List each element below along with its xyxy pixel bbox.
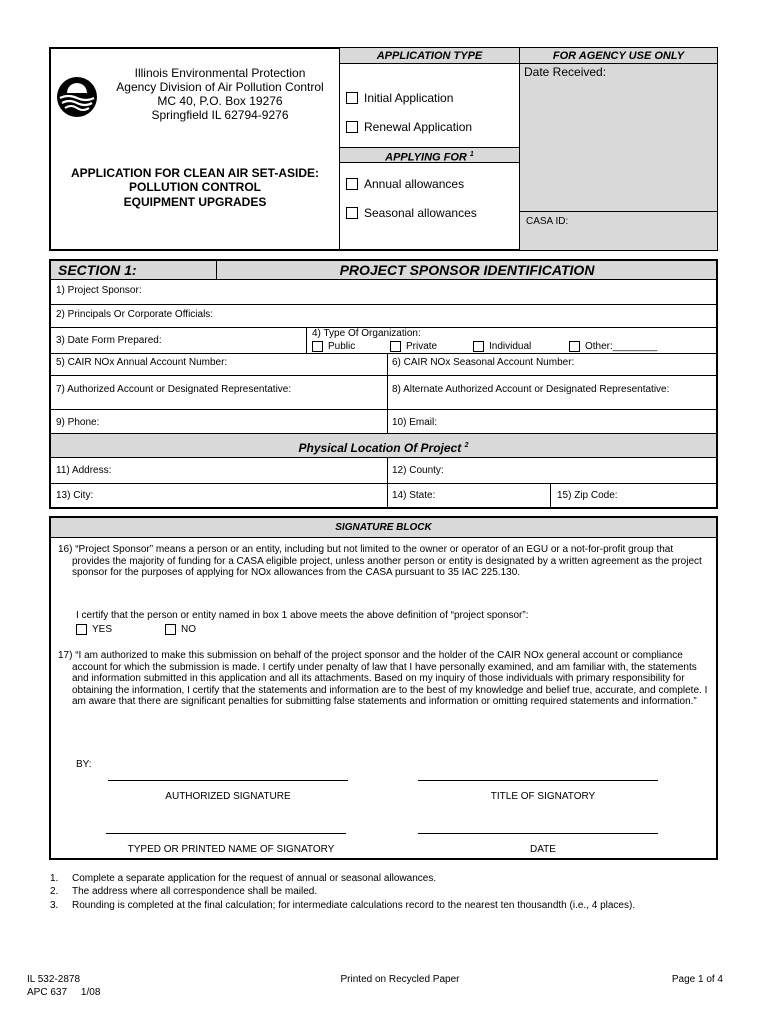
- applying-for-header: APPLYING FOR $^1$: [385, 151, 474, 164]
- org-other-checkbox[interactable]: Other:________: [569, 341, 657, 352]
- signature-block-header: SIGNATURE BLOCK: [335, 522, 432, 533]
- form-number: IL 532-2878: [27, 974, 81, 985]
- email-label: 10) Email:: [392, 417, 438, 428]
- organization-type-label: 4) Type Of Organization:: [312, 328, 421, 339]
- epa-logo: [56, 76, 98, 118]
- checkbox-icon[interactable]: [473, 341, 484, 352]
- county-label: 12) County:: [392, 465, 444, 476]
- date-received-field[interactable]: [520, 80, 717, 210]
- title-signatory-line[interactable]: [418, 780, 658, 781]
- principals-label: 2) Principals Or Corporate Officials:: [56, 309, 214, 320]
- casa-id-label: CASA ID:: [526, 216, 569, 227]
- date-received-label: Date Received:: [524, 65, 607, 79]
- footnote-3-text: Rounding is completed at the final calculation; for intermediate calculations record to the nearest ten thousandth (i.e., 4 places).: [72, 900, 636, 911]
- certification-statement: 17) “I am authorized to make this submission on behalf of the project sponsor and the holder of the CAIR NOx general account or compliance account for which the submission is made. I certify under penalty of law that I have personally examined, and am familiar with, the statements and information submitted in this application and all its attachments. Based on my inquiry of those individuals with primary responsibility for obtaining the information, I certify that the statements and information are to the best of my knowledge and belief true, accurate, and complete. I am aware that there are significant penalties for submitting false statements and information or omitting required statements and information.”: [58, 650, 708, 707]
- org-public-checkbox[interactable]: Public: [312, 341, 355, 352]
- annual-account-label: 5) CAIR NOx Annual Account Number:: [56, 357, 228, 368]
- phone-label: 9) Phone:: [56, 417, 100, 428]
- date-label: DATE: [530, 844, 556, 855]
- printed-name-label: TYPED OR PRINTED NAME OF SIGNATORY: [127, 844, 335, 855]
- seasonal-account-field[interactable]: [388, 366, 716, 374]
- checkbox-icon[interactable]: [346, 207, 358, 219]
- annual-allowances-checkbox[interactable]: Annual allowances: [346, 177, 464, 191]
- address-label: 11) Address:: [56, 465, 112, 476]
- authorized-representative-label: 7) Authorized Account or Designated Representative:: [56, 384, 292, 395]
- org-private-checkbox[interactable]: Private: [390, 341, 437, 352]
- agency-name: Illinois Environmental Protection: [134, 66, 306, 80]
- apc-number: APC 637 1/08: [27, 987, 101, 998]
- footnote-1-text: Complete a separate application for the request of annual or seasonal allowances.: [72, 873, 437, 884]
- checkbox-icon[interactable]: [346, 178, 358, 190]
- address-field[interactable]: [110, 460, 385, 481]
- footnote-3-number: 3.: [50, 900, 59, 911]
- date-prepared-field[interactable]: [180, 329, 304, 351]
- annual-account-field[interactable]: [50, 366, 386, 374]
- principals-field[interactable]: [238, 306, 715, 326]
- seasonal-account-label: 6) CAIR NOx Seasonal Account Number:: [392, 357, 575, 368]
- org-individual-checkbox[interactable]: Individual: [473, 341, 531, 352]
- project-sponsor-definition: 16) “Project Sponsor” means a person or an entity, including but not limited to the owner or operator of an EGU or a not-for-profit group that provides the majority of funding for a CASA eligible project, unless another person or entity is designated by a written agreement as the project sponsor for the purposes of applying for NOx allowances from the CASA pursuant to 35 IAC 225.130.: [58, 544, 702, 578]
- footnote-1-number: 1.: [50, 873, 59, 884]
- checkbox-icon[interactable]: [569, 341, 580, 352]
- checkbox-icon[interactable]: [312, 341, 323, 352]
- footnote-2-number: 2.: [50, 886, 59, 897]
- agency-use-header: FOR AGENCY USE ONLY: [552, 50, 685, 62]
- agency-city: Springfield IL 62794-9276: [151, 108, 289, 122]
- footnote-2-text: The address where all correspondence shall be mailed.: [72, 886, 318, 897]
- page-number: Page 1 of 4: [671, 974, 723, 985]
- physical-location-header: Physical Location Of Project $^2$: [298, 441, 469, 455]
- alternate-representative-label: 8) Alternate Authorized Account or Designated Representative:: [392, 384, 670, 395]
- city-label: 13) City:: [56, 490, 94, 501]
- state-label: 14) State:: [392, 490, 436, 501]
- renewal-application-checkbox[interactable]: Renewal Application: [346, 120, 472, 134]
- phone-field[interactable]: [100, 411, 385, 431]
- initial-application-checkbox[interactable]: Initial Application: [346, 91, 453, 105]
- seasonal-allowances-checkbox[interactable]: Seasonal allowances: [346, 206, 477, 220]
- checkbox-icon[interactable]: [390, 341, 401, 352]
- email-field[interactable]: [440, 411, 716, 431]
- title-signatory-label: TITLE OF SIGNATORY: [490, 791, 596, 802]
- certify-no-checkbox[interactable]: NO: [165, 624, 196, 635]
- checkbox-icon[interactable]: [346, 121, 358, 133]
- date-line[interactable]: [418, 833, 658, 834]
- by-label: BY:: [76, 759, 92, 770]
- county-field[interactable]: [452, 460, 716, 481]
- authorized-signature-line[interactable]: [108, 780, 348, 781]
- agency-mail-code: MC 40, P.O. Box 19276: [157, 94, 283, 108]
- certify-statement: I certify that the person or entity named in box 1 above meets the above definition of “project sponsor”:: [76, 610, 529, 621]
- state-field[interactable]: [440, 485, 548, 506]
- authorized-representative-field[interactable]: [50, 397, 386, 408]
- application-type-header: APPLICATION TYPE: [376, 50, 483, 62]
- form-title-line2: POLLUTION CONTROL: [129, 180, 261, 194]
- project-sponsor-field[interactable]: [150, 282, 715, 302]
- authorized-signature-label: AUTHORIZED SIGNATURE: [165, 791, 291, 802]
- agency-division: Agency Division of Air Pollution Control: [116, 80, 324, 94]
- alternate-representative-field[interactable]: [388, 397, 716, 408]
- checkbox-icon[interactable]: [346, 92, 358, 104]
- form-title-line1: APPLICATION FOR CLEAN AIR SET-ASIDE:: [70, 166, 319, 180]
- checkbox-icon[interactable]: [165, 624, 176, 635]
- section1-label: SECTION 1:: [58, 262, 137, 278]
- city-field[interactable]: [100, 485, 385, 506]
- date-prepared-label: 3) Date Form Prepared:: [56, 335, 162, 346]
- project-sponsor-label: 1) Project Sponsor:: [56, 285, 142, 296]
- recycled-paper-note: Printed on Recycled Paper: [340, 974, 460, 985]
- zip-code-field[interactable]: [630, 485, 716, 506]
- zip-code-label: 15) Zip Code:: [557, 490, 618, 501]
- certify-yes-checkbox[interactable]: YES: [76, 624, 112, 635]
- printed-name-line[interactable]: [106, 833, 346, 834]
- form-title-line3: EQUIPMENT UPGRADES: [123, 195, 267, 209]
- checkbox-icon[interactable]: [76, 624, 87, 635]
- section1-title: PROJECT SPONSOR IDENTIFICATION: [339, 262, 595, 278]
